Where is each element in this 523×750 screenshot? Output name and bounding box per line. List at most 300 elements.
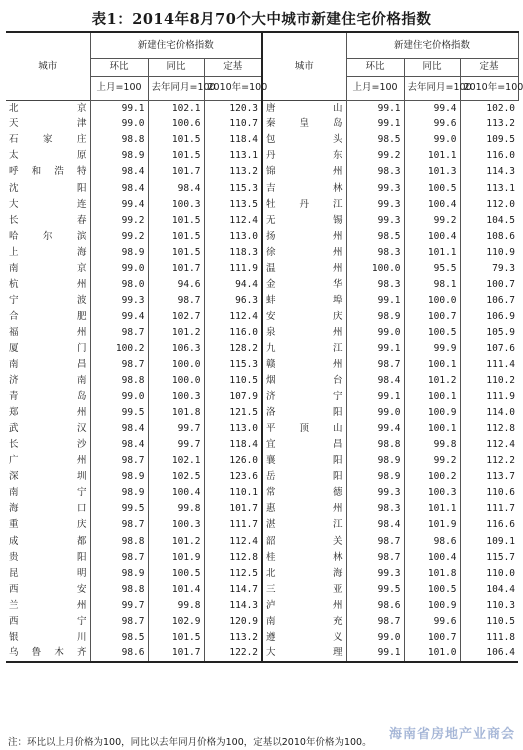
yoy-value-left: 101.5 — [148, 244, 204, 260]
mom-value-left: 98.0 — [90, 277, 148, 293]
fixed-value-left: 110.7 — [204, 116, 262, 132]
city-name-right: 济 宁 — [262, 389, 346, 405]
table-row — [6, 549, 518, 565]
fixed-value-left: 123.6 — [204, 469, 262, 485]
table-row — [6, 180, 518, 196]
city-name-left: 济 南 — [6, 373, 90, 389]
yoy-value-right: 99.2 — [404, 212, 460, 228]
column-subheader-fixed-right: 2010年=100 — [460, 76, 518, 100]
fixed-value-left: 110.1 — [204, 485, 262, 501]
yoy-value-left: 100.3 — [148, 517, 204, 533]
column-subheader-yoy-right: 去年同月=100 — [404, 76, 460, 100]
mom-value-right: 98.3 — [346, 501, 404, 517]
city-name-left: 福 州 — [6, 325, 90, 341]
column-header-mom-right: 环比 — [346, 58, 404, 76]
table-row — [6, 517, 518, 533]
city-name-left: 呼和浩特 — [6, 164, 90, 180]
city-name-right: 安 庆 — [262, 309, 346, 325]
city-name-left: 沈 阳 — [6, 180, 90, 196]
table-row — [6, 501, 518, 517]
fixed-value-right: 110.6 — [486, 487, 516, 499]
mom-value-right: 99.5 — [346, 581, 404, 597]
table-title: 表1：2014年8月70个大中城市新建住宅价格指数 — [91, 11, 432, 28]
city-name-left: 厦 门 — [6, 341, 90, 357]
city-name-left: 南 宁 — [6, 485, 90, 501]
city-name-left: 广 州 — [6, 453, 90, 469]
mom-value-right: 98.5 — [346, 132, 404, 148]
yoy-value-right: 100.3 — [404, 485, 460, 501]
mom-value-left: 100.2 — [90, 341, 148, 357]
yoy-value-right: 100.2 — [404, 469, 460, 485]
mom-value-left: 98.7 — [90, 325, 148, 341]
yoy-value-left: 100.5 — [148, 565, 204, 581]
mom-value-right: 98.5 — [346, 228, 404, 244]
mom-value-left: 99.0 — [90, 389, 148, 405]
mom-value-right: 99.0 — [346, 405, 404, 421]
yoy-value-left: 102.1 — [148, 100, 204, 116]
yoy-value-left: 101.7 — [148, 164, 204, 180]
fixed-value-left: 120.9 — [204, 614, 262, 630]
table-row — [6, 325, 518, 341]
yoy-value-right: 101.8 — [404, 565, 460, 581]
city-name-right: 常 德 — [262, 485, 346, 501]
table-row — [6, 277, 518, 293]
mom-value-right: 99.1 — [346, 100, 404, 116]
mom-value-left: 98.9 — [90, 244, 148, 260]
fixed-value-left: 111.7 — [204, 517, 262, 533]
mom-value-right: 99.1 — [346, 293, 404, 309]
table-row — [6, 100, 518, 116]
city-name-left: 深 圳 — [6, 469, 90, 485]
mom-value-left: 98.7 — [90, 614, 148, 630]
city-name-right: 大 理 — [262, 646, 346, 662]
yoy-value-right: 99.4 — [404, 100, 460, 116]
city-name-right: 蚌 埠 — [262, 293, 346, 309]
city-name-right: 惠 州 — [262, 501, 346, 517]
yoy-value-left: 101.8 — [148, 405, 204, 421]
city-name-left: 大 连 — [6, 196, 90, 212]
city-name-right: 锦 州 — [262, 164, 346, 180]
column-header-fixed-right: 定基 — [460, 58, 518, 76]
fixed-value-left: 113.0 — [204, 421, 262, 437]
table-row — [6, 597, 518, 613]
city-name-left: 长 春 — [6, 212, 90, 228]
watermark: 海南省房地产业商会 — [388, 727, 515, 742]
yoy-value-right: 99.6 — [404, 116, 460, 132]
fixed-value-right: 113.7 — [486, 471, 516, 483]
table-row — [6, 212, 518, 228]
yoy-value-left: 101.5 — [148, 148, 204, 164]
fixed-value-left: 112.4 — [204, 309, 262, 325]
city-name-left: 上 海 — [6, 244, 90, 260]
mom-value-right: 99.1 — [346, 646, 404, 662]
fixed-value-left: 114.7 — [204, 581, 262, 597]
yoy-value-right: 100.1 — [404, 357, 460, 373]
city-name-right: 泉 州 — [262, 325, 346, 341]
mom-value-left: 98.4 — [90, 180, 148, 196]
column-header-yoy-left: 同比 — [148, 58, 204, 76]
fixed-value-right: 106.9 — [486, 310, 516, 322]
mom-value-right: 98.6 — [346, 597, 404, 613]
city-name-right: 洛 阳 — [262, 405, 346, 421]
fixed-value-right: 116.6 — [486, 519, 516, 531]
fixed-value-right: 110.9 — [486, 246, 516, 258]
fixed-value-left: 118.3 — [204, 244, 262, 260]
mom-value-left: 98.7 — [90, 517, 148, 533]
table-row — [6, 260, 518, 276]
fixed-value-left: 118.4 — [204, 437, 262, 453]
fixed-value-left: 112.4 — [204, 212, 262, 228]
mom-value-left: 99.2 — [90, 212, 148, 228]
fixed-value-left: 115.3 — [204, 180, 262, 196]
fixed-value-left: 112.5 — [204, 565, 262, 581]
city-name-right: 九 江 — [262, 341, 346, 357]
yoy-value-right: 101.2 — [404, 373, 460, 389]
mom-value-left: 98.9 — [90, 469, 148, 485]
mom-value-right: 98.7 — [346, 357, 404, 373]
table-row — [6, 630, 518, 646]
yoy-value-left: 100.3 — [148, 389, 204, 405]
table-row — [6, 469, 518, 485]
city-name-left: 太 原 — [6, 148, 90, 164]
mom-value-right: 99.0 — [346, 325, 404, 341]
yoy-value-right: 98.1 — [404, 277, 460, 293]
city-name-left: 重 庆 — [6, 517, 90, 533]
city-name-right: 襄 阳 — [262, 453, 346, 469]
yoy-value-right: 100.1 — [404, 389, 460, 405]
yoy-value-left: 101.5 — [148, 132, 204, 148]
yoy-value-left: 94.6 — [148, 277, 204, 293]
fixed-value-left: 107.9 — [204, 389, 262, 405]
city-name-right: 唐 山 — [262, 100, 346, 116]
fixed-value-right: 109.5 — [486, 134, 516, 146]
yoy-value-left: 101.2 — [148, 533, 204, 549]
yoy-value-right: 100.9 — [404, 597, 460, 613]
table-row — [6, 614, 518, 630]
mom-value-left: 99.5 — [90, 405, 148, 421]
fixed-value-right: 113.1 — [486, 182, 516, 194]
city-name-left: 郑 州 — [6, 405, 90, 421]
mom-value-left: 99.1 — [90, 100, 148, 116]
yoy-value-left: 99.7 — [148, 421, 204, 437]
yoy-value-right: 100.1 — [404, 421, 460, 437]
mom-value-right: 99.1 — [346, 389, 404, 405]
city-name-left: 西 宁 — [6, 614, 90, 630]
fixed-value-right: 106.4 — [486, 647, 516, 659]
yoy-value-left: 101.7 — [148, 260, 204, 276]
fixed-value-left: 113.0 — [204, 228, 262, 244]
city-name-left: 兰 州 — [6, 597, 90, 613]
yoy-value-left: 100.4 — [148, 485, 204, 501]
table-row — [6, 341, 518, 357]
table-row — [6, 485, 518, 501]
fixed-value-right: 110.2 — [486, 375, 516, 387]
city-name-right: 包 头 — [262, 132, 346, 148]
table-row — [6, 389, 518, 405]
mom-value-right: 98.7 — [346, 533, 404, 549]
mom-value-right: 99.2 — [346, 148, 404, 164]
table-row — [6, 646, 518, 662]
column-subheader-yoy-left: 去年同月=100 — [148, 76, 204, 100]
fixed-value-right: 110.0 — [486, 567, 516, 579]
yoy-value-right: 98.6 — [404, 533, 460, 549]
yoy-value-right: 100.5 — [404, 581, 460, 597]
fixed-value-right: 102.0 — [486, 102, 516, 114]
city-name-right: 遵 义 — [262, 630, 346, 646]
fixed-value-right: 100.7 — [486, 278, 516, 290]
yoy-value-right: 99.0 — [404, 132, 460, 148]
mom-value-left: 98.9 — [90, 148, 148, 164]
city-name-left: 合 肥 — [6, 309, 90, 325]
yoy-value-right: 101.1 — [404, 148, 460, 164]
column-header-mom-left: 环比 — [90, 58, 148, 76]
mom-value-right: 98.9 — [346, 469, 404, 485]
mom-value-right: 98.3 — [346, 164, 404, 180]
city-name-right: 烟 台 — [262, 373, 346, 389]
fixed-value-left: 121.5 — [204, 405, 262, 421]
yoy-value-right: 95.5 — [404, 260, 460, 276]
mom-value-left: 99.5 — [90, 501, 148, 517]
city-name-left: 昆 明 — [6, 565, 90, 581]
city-name-left: 南 昌 — [6, 357, 90, 373]
city-name-left: 成 都 — [6, 533, 90, 549]
mom-value-right: 98.8 — [346, 437, 404, 453]
city-name-left: 天 津 — [6, 116, 90, 132]
city-name-right: 宜 昌 — [262, 437, 346, 453]
city-name-right: 平顶山 — [262, 421, 346, 437]
yoy-value-right: 101.1 — [404, 244, 460, 260]
table-row — [6, 164, 518, 180]
mom-value-right: 98.4 — [346, 373, 404, 389]
mom-value-right: 99.3 — [346, 196, 404, 212]
fixed-value-left: 113.1 — [204, 148, 262, 164]
table-row — [6, 533, 518, 549]
yoy-value-right: 100.9 — [404, 405, 460, 421]
yoy-value-right: 100.4 — [404, 196, 460, 212]
city-name-right: 金 华 — [262, 277, 346, 293]
table-row — [6, 373, 518, 389]
column-subheader-mom-right: 上月=100 — [346, 76, 404, 100]
city-name-left: 贵 阳 — [6, 549, 90, 565]
yoy-value-right: 100.4 — [404, 549, 460, 565]
yoy-value-left: 102.1 — [148, 453, 204, 469]
table-row — [6, 116, 518, 132]
fixed-value-left: 94.4 — [204, 277, 262, 293]
mom-value-left: 98.8 — [90, 533, 148, 549]
city-name-right: 温 州 — [262, 260, 346, 276]
city-name-right: 吉 林 — [262, 180, 346, 196]
fixed-value-left: 118.4 — [204, 132, 262, 148]
fixed-value-right: 104.5 — [486, 214, 516, 226]
column-header-yoy-right: 同比 — [404, 58, 460, 76]
fixed-value-left: 113.2 — [204, 630, 262, 646]
fixed-value-right: 105.9 — [486, 326, 516, 338]
yoy-value-left: 98.7 — [148, 293, 204, 309]
mom-value-right: 99.1 — [346, 341, 404, 357]
mom-value-right: 99.3 — [346, 485, 404, 501]
city-name-right: 牡丹江 — [262, 196, 346, 212]
city-name-right: 无 锡 — [262, 212, 346, 228]
yoy-value-left: 101.2 — [148, 325, 204, 341]
table-row — [6, 405, 518, 421]
city-name-right: 扬 州 — [262, 228, 346, 244]
city-name-right: 秦皇岛 — [262, 116, 346, 132]
yoy-value-left: 101.7 — [148, 646, 204, 662]
fixed-value-left: 112.4 — [204, 533, 262, 549]
yoy-value-right: 100.7 — [404, 309, 460, 325]
fixed-value-left: 122.2 — [204, 646, 262, 662]
mom-value-right: 98.7 — [346, 614, 404, 630]
yoy-value-left: 100.6 — [148, 116, 204, 132]
fixed-value-right: 113.2 — [486, 118, 516, 130]
yoy-value-left: 102.9 — [148, 614, 204, 630]
city-name-left: 武 汉 — [6, 421, 90, 437]
table-row — [6, 293, 518, 309]
column-header-city-right: 城市 — [262, 32, 346, 100]
fixed-value-right: 109.1 — [486, 535, 516, 547]
yoy-value-right: 100.4 — [404, 228, 460, 244]
yoy-value-right: 101.0 — [404, 646, 460, 662]
fixed-value-right: 104.4 — [486, 583, 516, 595]
fixed-value-right: 114.0 — [486, 407, 516, 419]
city-name-left: 南 京 — [6, 260, 90, 276]
fixed-value-left: 112.8 — [204, 549, 262, 565]
table-row — [6, 565, 518, 581]
fixed-value-right: 106.7 — [486, 294, 516, 306]
mom-value-left: 98.8 — [90, 581, 148, 597]
yoy-value-left: 101.9 — [148, 549, 204, 565]
fixed-value-right: 111.9 — [486, 391, 516, 403]
mom-value-right: 98.9 — [346, 453, 404, 469]
table-row — [6, 309, 518, 325]
yoy-value-right: 100.7 — [404, 630, 460, 646]
column-header-city-left: 城市 — [6, 32, 90, 100]
table-row — [6, 421, 518, 437]
city-name-right: 徐 州 — [262, 244, 346, 260]
mom-value-right: 98.3 — [346, 277, 404, 293]
mom-value-left: 99.2 — [90, 228, 148, 244]
fixed-value-left: 116.0 — [204, 325, 262, 341]
mom-value-left: 98.5 — [90, 630, 148, 646]
city-name-right: 三 亚 — [262, 581, 346, 597]
city-name-left: 长 沙 — [6, 437, 90, 453]
city-name-left: 杭 州 — [6, 277, 90, 293]
city-name-left: 乌鲁木齐 — [6, 646, 90, 662]
mom-value-right: 99.3 — [346, 212, 404, 228]
yoy-value-left: 99.8 — [148, 597, 204, 613]
city-name-left: 海 口 — [6, 501, 90, 517]
city-name-left: 石家庄 — [6, 132, 90, 148]
city-name-left: 北 京 — [6, 100, 90, 116]
yoy-value-right: 101.9 — [404, 517, 460, 533]
fixed-value-right: 112.4 — [486, 439, 516, 451]
fixed-value-right: 110.3 — [486, 599, 516, 611]
yoy-value-right: 101.3 — [404, 164, 460, 180]
table-row — [6, 581, 518, 597]
yoy-value-left: 102.7 — [148, 309, 204, 325]
city-name-right: 丹 东 — [262, 148, 346, 164]
mom-value-left: 98.7 — [90, 357, 148, 373]
yoy-value-right: 100.5 — [404, 180, 460, 196]
fixed-value-right: 111.4 — [486, 359, 516, 371]
mom-value-left: 98.7 — [90, 549, 148, 565]
fixed-value-left: 126.0 — [204, 453, 262, 469]
yoy-value-right: 101.1 — [404, 501, 460, 517]
mom-value-right: 99.1 — [346, 116, 404, 132]
yoy-value-left: 101.5 — [148, 228, 204, 244]
yoy-value-right: 99.9 — [404, 341, 460, 357]
fixed-value-left: 113.2 — [204, 164, 262, 180]
fixed-value-right: 112.2 — [486, 455, 516, 467]
fixed-value-right: 116.0 — [486, 150, 516, 162]
fixed-value-left: 115.3 — [204, 357, 262, 373]
table-row — [6, 196, 518, 212]
fixed-value-right: 115.7 — [486, 551, 516, 563]
yoy-value-left: 100.0 — [148, 373, 204, 389]
yoy-value-left: 99.8 — [148, 501, 204, 517]
table-row — [6, 228, 518, 244]
city-name-left: 哈尔滨 — [6, 228, 90, 244]
city-name-right: 南 充 — [262, 614, 346, 630]
mom-value-right: 100.0 — [346, 260, 404, 276]
city-name-right: 泸 州 — [262, 597, 346, 613]
yoy-value-right: 100.5 — [404, 325, 460, 341]
table-row — [6, 148, 518, 164]
fixed-value-right: 112.0 — [486, 198, 516, 210]
yoy-value-left: 101.5 — [148, 212, 204, 228]
city-name-right: 桂 林 — [262, 549, 346, 565]
fixed-value-right: 108.6 — [486, 230, 516, 242]
column-header-fixed-left: 定基 — [204, 58, 262, 76]
fixed-value-left: 101.7 — [204, 501, 262, 517]
yoy-value-left: 100.3 — [148, 196, 204, 212]
yoy-value-right: 99.8 — [404, 437, 460, 453]
column-group-header-right: 新建住宅价格指数 — [346, 32, 518, 58]
mom-value-left: 98.4 — [90, 164, 148, 180]
mom-value-left: 99.3 — [90, 293, 148, 309]
mom-value-left: 98.6 — [90, 646, 148, 662]
column-subheader-fixed-left: 2010年=100 — [204, 76, 262, 100]
city-name-left: 宁 波 — [6, 293, 90, 309]
fixed-value-right: 110.5 — [486, 615, 516, 627]
mom-value-left: 98.8 — [90, 373, 148, 389]
city-name-left: 西 安 — [6, 581, 90, 597]
mom-value-left: 98.9 — [90, 565, 148, 581]
fixed-value-left: 111.9 — [204, 260, 262, 276]
mom-value-right: 99.4 — [346, 421, 404, 437]
table-row — [6, 132, 518, 148]
fixed-value-right: 112.8 — [486, 423, 516, 435]
mom-value-left: 99.0 — [90, 116, 148, 132]
yoy-value-right: 100.0 — [404, 293, 460, 309]
fixed-value-right: 111.7 — [486, 503, 516, 515]
mom-value-left: 98.4 — [90, 421, 148, 437]
mom-value-right: 98.7 — [346, 549, 404, 565]
city-name-right: 赣 州 — [262, 357, 346, 373]
mom-value-right: 98.9 — [346, 309, 404, 325]
mom-value-right: 99.0 — [346, 630, 404, 646]
yoy-value-left: 102.5 — [148, 469, 204, 485]
footnote: 注：环比以上月价格为100，同比以去年同月价格为100，定基以2010年价格为100。 — [8, 737, 372, 748]
fixed-value-left: 114.3 — [204, 597, 262, 613]
mom-value-right: 98.4 — [346, 517, 404, 533]
fixed-value-left: 128.2 — [204, 341, 262, 357]
city-name-right: 岳 阳 — [262, 469, 346, 485]
city-name-left: 银 川 — [6, 630, 90, 646]
fixed-value-right: 79.3 — [492, 262, 516, 274]
fixed-value-left: 120.3 — [204, 100, 262, 116]
mom-value-left: 98.9 — [90, 485, 148, 501]
